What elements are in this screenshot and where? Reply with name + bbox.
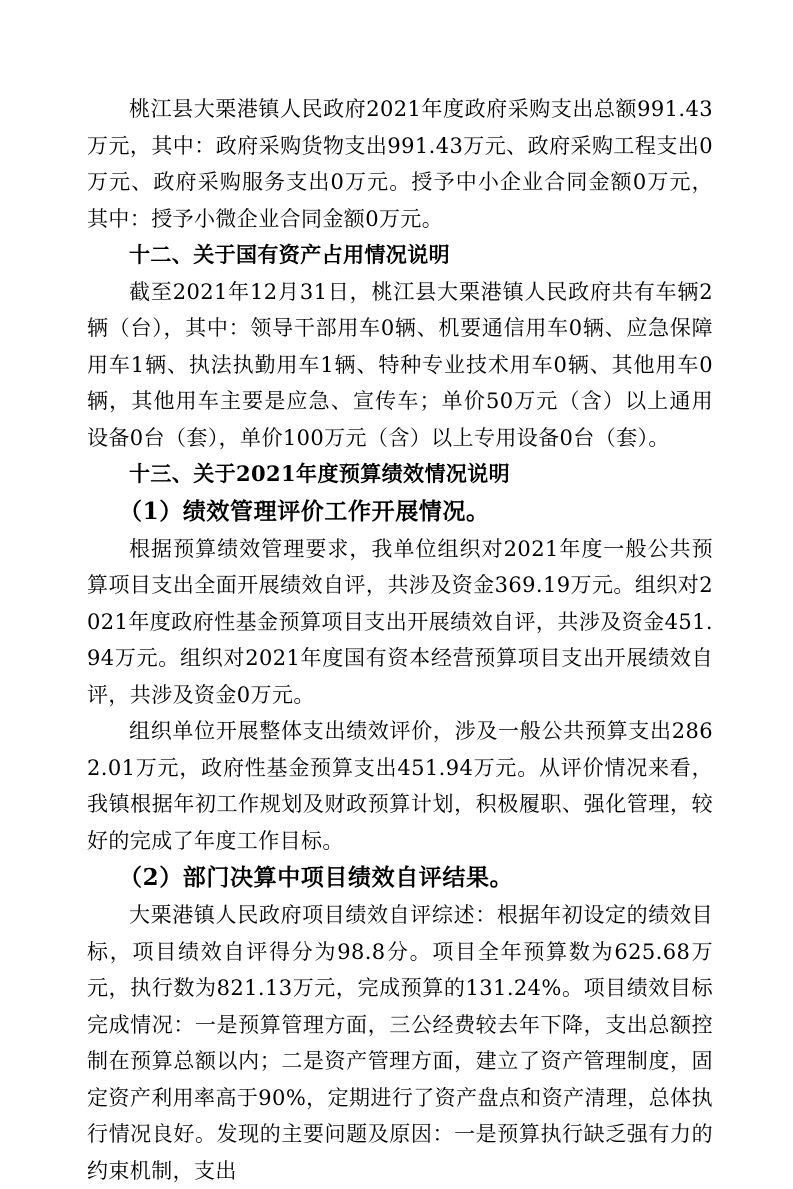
paragraph-assets: 截至2021年12月31日，桃江县大栗港镇人民政府共有车辆2辆（台），其中：领导干部用车0辆、机要通信用车0辆、应急保障用车1辆、执法执勤用车1辆、特种专业技术用车0辆、其他用车0辆，其他用车主要是应急、宣传车；单价50万元（含）以上通用设备0台（套），单价100万元（含）以上专用设备0台（套）。 bbox=[87, 279, 713, 450]
subheading-self-evaluation-results: （2）部门决算中项目绩效自评结果。 bbox=[119, 864, 514, 891]
section-heading-13: 十三、关于2021年度预算绩效情况说明 bbox=[129, 461, 511, 486]
paragraph-evaluation-1: 根据预算绩效管理要求，我单位组织对2021年度一般公共预算项目支出全面开展绩效自评，共涉及资金369.19万元。组织对2021年度政府性基金预算项目支出开展绩效自评，共涉及资金451.94万元。组织对2021年度国有资本经营预算项目支出开展绩效自评，共涉及资金0万元。 bbox=[87, 536, 713, 707]
subheading-performance-management: （1）绩效管理评价工作开展情况。 bbox=[119, 497, 490, 525]
paragraph-evaluation-2: 组织单位开展整体支出绩效评价，涉及一般公共预算支出2862.01万元，政府性基金预算支出451.94万元。从评价情况来看，我镇根据年初工作规划及财政预算计划，积极履职、强化管理，较好的完成了年度工作目标。 bbox=[87, 719, 713, 853]
paragraph-procurement: 桃江县大栗港镇人民政府2021年度政府采购支出总额991.43万元，其中：政府采购货物支出991.43万元、政府采购工程支出0万元、政府采购服务支出0万元。授予中小企业合同金额0万元，其中：授予小微企业合同金额0万元。 bbox=[87, 97, 713, 231]
document-body bbox=[87, 91, 713, 1189]
paragraph-results: 大栗港镇人民政府项目绩效自评综述：根据年初设定的绩效目标，项目绩效自评得分为98.8分。项目全年预算数为625.68万元，执行数为821.13万元，完成预算的131.24%。项目绩效目标完成情况：一是预算管理方面，三公经费较去年下降，支出总额控制在预算总额以内；二是资产管理方面，建立了资产管理制度，固定资产利用率高于90%，定期进行了资产盘点和资产清理，总体执行情况良好。发现的主要问题及原因：一是预算执行缺乏强有力的约束机制，支出 bbox=[87, 903, 713, 1183]
section-heading-12: 十二、关于国有资产占用情况说明 bbox=[129, 242, 450, 267]
